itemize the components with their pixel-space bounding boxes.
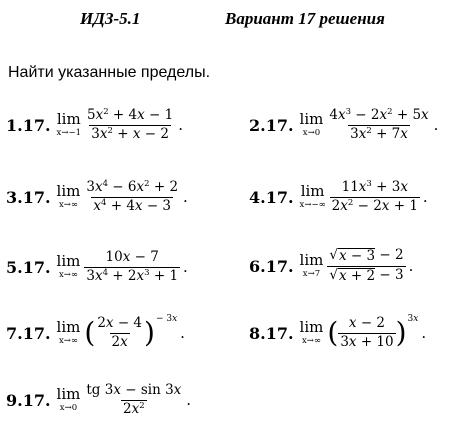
limit-subscript: x→∞	[58, 336, 78, 347]
limit-expression: $\frac{2x - 4}{2x}$	[97, 315, 143, 350]
limit-subscript: x→7	[302, 269, 321, 280]
worksheet-title: ИДЗ-5.1	[80, 9, 141, 28]
limit-subscript: x→0	[302, 128, 321, 139]
problem-number: 8.17.	[249, 323, 294, 343]
limit-expression: $\frac{tg 3x - \sin 3x}{2x^2}$	[86, 382, 182, 417]
limit-expression: $\frac{10x - 7}{3x^4 + 2x^3 + 1}$	[86, 249, 179, 284]
limit-operator: lim x→∞	[56, 182, 81, 211]
problem-number: 1.17.	[6, 115, 51, 135]
limit-expression: $\frac{3x^4 - 6x^2 + 2}{x^4 + 4x - 3}$	[86, 179, 179, 214]
limit-expression: $\frac{5x^2 + 4x - 1}{3x^2 + x - 2}$	[87, 107, 174, 142]
problem-3: 3.17. lim x→∞ $\frac{3x^4 - 6x^2 + 2}{x^4 + 4x - 3}$ .	[6, 179, 188, 214]
limit-operator: lim x→−1	[56, 110, 81, 139]
limit-operator: lim x→∞	[56, 318, 81, 347]
limit-operator: lim x→∞	[56, 252, 81, 281]
limit-operator: lim x→−∞	[299, 182, 326, 211]
sqrt-symbol: √ x − 3	[329, 247, 376, 264]
problem-9: 9.17. lim x→0 $\frac{tg 3x - \sin 3x}{2x^2}$ .	[6, 382, 192, 417]
limit-operator: lim x→0	[299, 110, 324, 139]
problem-number: 9.17.	[6, 390, 51, 410]
problem-2: 2.17. lim x→0 $\frac{4x^3 - 2x^2 + 5x}{3x^2 + 7x}$ .	[249, 107, 439, 142]
problem-4: 4.17. lim x→−∞ $\frac{11x^3 + 3x}{2x^2 - 2x + 1}$ .	[249, 179, 428, 214]
problem-6: 6.17. lim x→7 √ x − 3 − 2 √ x + 2 − 3 .	[249, 247, 414, 284]
problem-7: 7.17. lim x→∞ ( $\frac{2x - 4}{2x}$ ) − 3x .	[6, 314, 185, 350]
limit-subscript: x→−1	[56, 128, 81, 139]
limit-operator: lim x→0	[56, 385, 81, 414]
problem-number: 7.17.	[6, 323, 51, 343]
limit-subscript: x→0	[59, 403, 78, 414]
problem-number: 5.17.	[6, 257, 51, 277]
limit-operator: lim x→7	[299, 251, 324, 280]
limit-expression: $\frac{4x^3 - 2x^2 + 5x}{3x^2 + 7x}$	[329, 107, 429, 142]
limit-expression: $\frac{x - 2}{3x + 10}$	[340, 315, 394, 350]
problem-number: 6.17.	[249, 256, 294, 276]
sqrt-symbol: √ x + 2	[329, 266, 376, 284]
limit-expression: $\frac{11x^3 + 3x}{2x^2 - 2x + 1}$	[331, 179, 418, 214]
limit-subscript: x→∞	[301, 336, 321, 347]
problem-5: 5.17. lim x→∞ $\frac{10x - 7}{3x^4 + 2x^3 + 1}$ .	[6, 249, 188, 284]
limit-operator: lim x→∞	[299, 318, 324, 347]
task-instruction: Найти указанные пределы.	[8, 64, 211, 81]
problem-1: 1.17. lim x→−1 $\frac{5x^2 + 4x - 1}{3x^2 + x - 2}$ .	[6, 107, 184, 142]
variant-title: Вариант 17 решения	[225, 9, 385, 28]
limit-subscript: x→−∞	[299, 200, 326, 211]
problem-8: 8.17. lim x→∞ ( $\frac{x - 2}{3x + 10}$ ) 3x .	[249, 314, 427, 350]
limit-expression: √ x − 3 − 2 √ x + 2 − 3	[329, 247, 404, 284]
limit-subscript: x→∞	[58, 270, 78, 281]
problem-number: 2.17.	[249, 115, 294, 135]
problem-number: 4.17.	[249, 187, 294, 207]
problem-number: 3.17.	[6, 187, 51, 207]
limit-subscript: x→∞	[58, 200, 78, 211]
